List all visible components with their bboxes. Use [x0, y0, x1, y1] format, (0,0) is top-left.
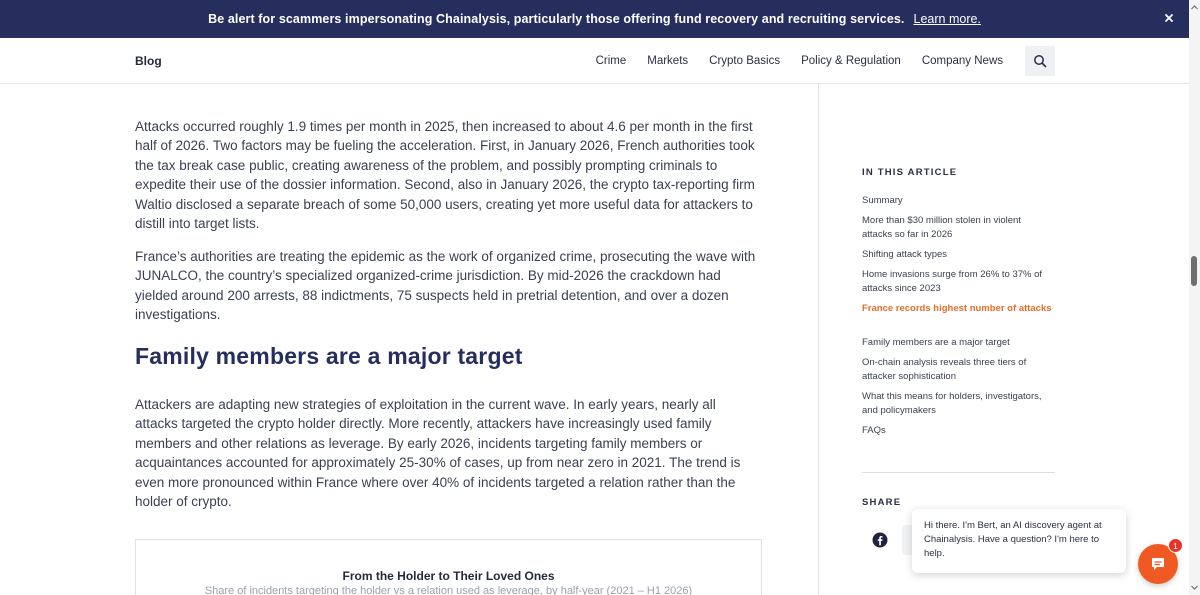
page-scrollbar[interactable]	[1189, 0, 1200, 595]
chart-title: From the Holder to Their Loved Ones	[342, 569, 555, 583]
scroll-thumb[interactable]	[1191, 256, 1197, 286]
toc-divider	[862, 472, 1055, 473]
column-divider	[818, 84, 819, 595]
paragraph-authorities: France’s authorities are treating the epidemic as the work of organized crime, prosecuting the wave with JUNALCO, the country’s specialized organized-crime jurisdiction. By mid-2026 the crackdown had yielded around 200 arrests, 88 indictments, 75 suspects held in pretrial detention, and over a dozen investigations.	[135, 249, 756, 323]
toc-heading: IN THIS ARTICLE	[862, 167, 958, 178]
nav-item-company-news[interactable]: Company News	[921, 55, 1003, 67]
nav-item-crime[interactable]: Crime	[595, 55, 627, 67]
toc-item-home-invasions[interactable]: Home invasions surge from 26% to 37% of attacks since 2023	[862, 269, 1043, 294]
toc-item-faqs[interactable]: FAQs	[862, 425, 886, 436]
chart-subtitle: Share of incidents targeting the holder vs a relation used as leverage, by half-year (2021 – H1 2026)	[204, 585, 693, 595]
chat-icon	[1149, 555, 1167, 573]
scroll-up-icon[interactable]	[1190, 3, 1199, 12]
scroll-down-icon[interactable]	[1190, 583, 1199, 592]
toc-item-family-members[interactable]: Family members are a major target	[862, 337, 1010, 348]
share-heading: SHARE	[862, 497, 902, 508]
toc-item-france[interactable]: France records highest number of attacks	[862, 303, 1052, 314]
top-navigation	[0, 38, 1189, 84]
paragraph-family-targeting: Attackers are adapting new strategies of exploitation in the current wave. In early years, nearly all attacks targeted the crypto holder directly. More recently, attackers have increasingly used family members and other relations as leverage. By early 2026, incidents targeting family members or acquaintances accounted for approximately 25-30% of cases, up from near zero in 2021. The trend is even more pronounced within France where over 40% of incidents targeted a relation rather than the holder of crypto.	[135, 397, 741, 510]
blog-link[interactable]: Blog	[135, 54, 162, 68]
nav-item-markets[interactable]: Markets	[647, 55, 689, 67]
alert-banner	[0, 0, 1189, 38]
nav-item-crypto-basics[interactable]: Crypto Basics	[709, 55, 781, 67]
toc-item-on-chain[interactable]: On-chain analysis reveals three tiers of attacker sophistication	[862, 357, 1027, 382]
notification-badge: 1	[1168, 538, 1183, 553]
toc-item-stolen[interactable]: More than $30 million stolen in violent attacks so far in 2026	[862, 215, 1021, 240]
paragraph-attack-frequency: Attacks occurred roughly 1.9 times per month in 2025, then increased to about 4.6 per month in the first half of 2026. Two factors may be fueling the acceleration. First, in January 2026, French authorities took the tax break case public, creating awareness of the problem, and possibly prompting criminals to expedite their use of the dossier information. Second, also in January 2026, the crypto tax-reporting firm Waltio disclosed a separate breach of some 50,000 users, creating yet more useful data for attackers to distill into target lists.	[135, 119, 755, 232]
toc-item-attack-types[interactable]: Shifting attack types	[862, 249, 948, 260]
facebook-share-button[interactable]	[865, 525, 895, 555]
learn-more-link[interactable]: Learn more.	[913, 12, 981, 26]
facebook-icon	[872, 532, 888, 548]
close-icon[interactable]	[1162, 11, 1176, 25]
search-icon	[1033, 54, 1047, 68]
chat-message-bubble[interactable]: Hi there. I'm Bert, an AI discovery agent at Chainalysis. Have a question? I'm here to help.	[912, 509, 1126, 573]
search-button[interactable]	[1025, 46, 1055, 76]
toc-item-what-this-means[interactable]: What this means for holders, investigators, and policymakers	[862, 391, 1042, 416]
toc-item-summary[interactable]: Summary	[862, 195, 903, 206]
section-heading: Family members are a major target	[135, 343, 523, 369]
nav-item-policy-regulation[interactable]: Policy & Regulation	[801, 55, 901, 67]
nav-menu	[575, 38, 1003, 84]
alert-text: Be alert for scammers impersonating Chainalysis, particularly those offering fund recovery and recruiting services.	[208, 12, 905, 26]
chart-card	[135, 539, 762, 595]
